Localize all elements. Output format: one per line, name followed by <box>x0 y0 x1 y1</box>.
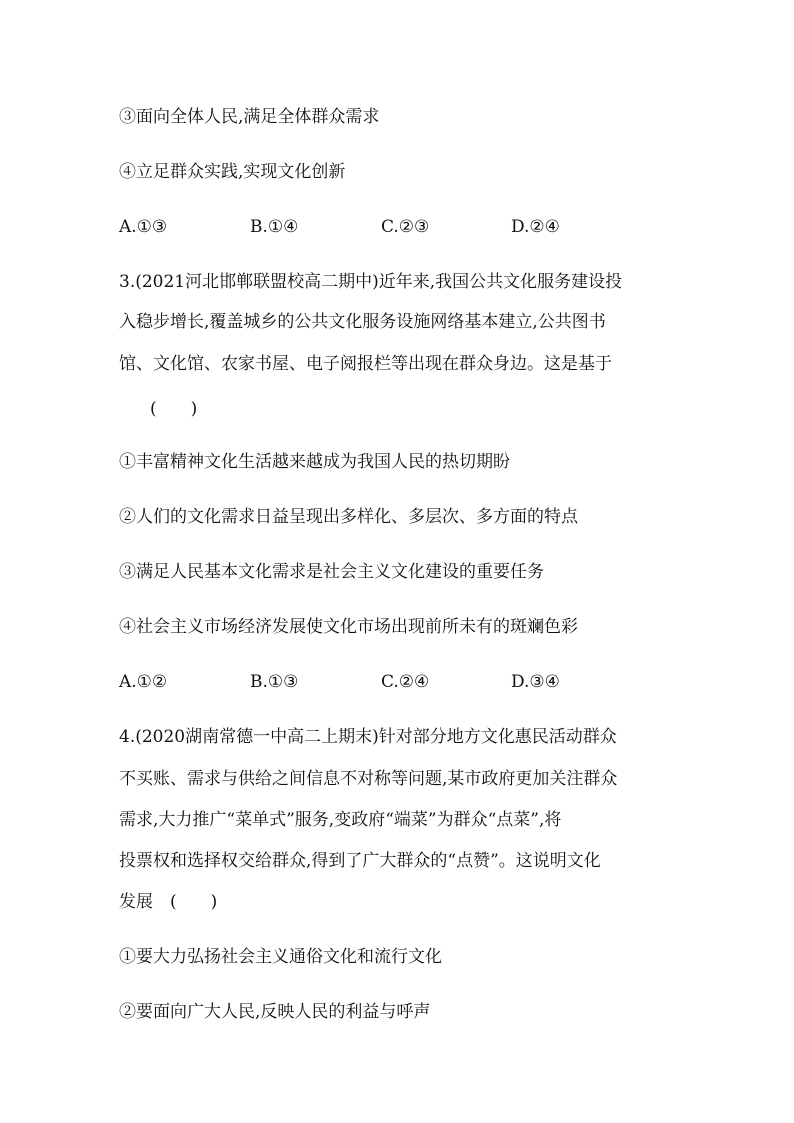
q3-option-b: B.①③ <box>250 672 299 692</box>
q2-option-a: A.①③ <box>119 217 168 237</box>
q4-stem-line-3: 需求,大力推广“菜单式”服务,变政府“端菜”为群众“点菜”,将 <box>119 810 562 830</box>
q3-stem-line-3: 馆、文化馆、农家书屋、电子阅报栏等出现在群众身边。这是基于 <box>119 354 612 374</box>
q3-answer-blank: ( ) <box>150 399 198 419</box>
q3-item-4: ④社会主义市场经济发展使文化市场出现前所未有的斑斓色彩 <box>119 617 578 637</box>
q2-item-3: ③面向全体人民,满足全体群众需求 <box>119 107 380 127</box>
q3-item-2: ②人们的文化需求日益呈现出多样化、多层次、多方面的特点 <box>119 507 578 527</box>
q3-stem-line-2: 入稳步增长,覆盖城乡的公共文化服务设施网络基本建立,公共图书 <box>119 312 606 332</box>
q2-item-4: ④立足群众实践,实现文化创新 <box>119 162 346 182</box>
q4-stem-line-1: 4.(2020湖南常德一中高二上期末)针对部分地方文化惠民活动群众 <box>119 727 617 747</box>
q3-item-3: ③满足人民基本文化需求是社会主义文化建设的重要任务 <box>119 562 544 582</box>
q4-item-1: ①要大力弘扬社会主义通俗文化和流行文化 <box>119 947 442 967</box>
q4-item-2: ②要面向广大人民,反映人民的利益与呼声 <box>119 1002 431 1022</box>
q3-stem-line-1: 3.(2021河北邯郸联盟校高二期中)近年来,我国公共文化服务建设投 <box>119 272 623 292</box>
q2-option-c: C.②③ <box>381 217 430 237</box>
q3-option-c: C.②④ <box>381 672 430 692</box>
q4-stem-line-5: 发展 ( ) <box>119 892 218 912</box>
q3-option-d: D.③④ <box>511 672 560 692</box>
q2-option-b: B.①④ <box>250 217 299 237</box>
q4-stem-line-4: 投票权和选择权交给群众,得到了广大群众的“点赞”。这说明文化 <box>119 851 601 871</box>
q2-option-d: D.②④ <box>511 217 560 237</box>
q3-item-1: ①丰富精神文化生活越来越成为我国人民的热切期盼 <box>119 452 510 472</box>
q3-option-a: A.①② <box>119 672 168 692</box>
q4-stem-line-2: 不买账、需求与供给之间信息不对称等问题,某市政府更加关注群众 <box>119 769 618 789</box>
